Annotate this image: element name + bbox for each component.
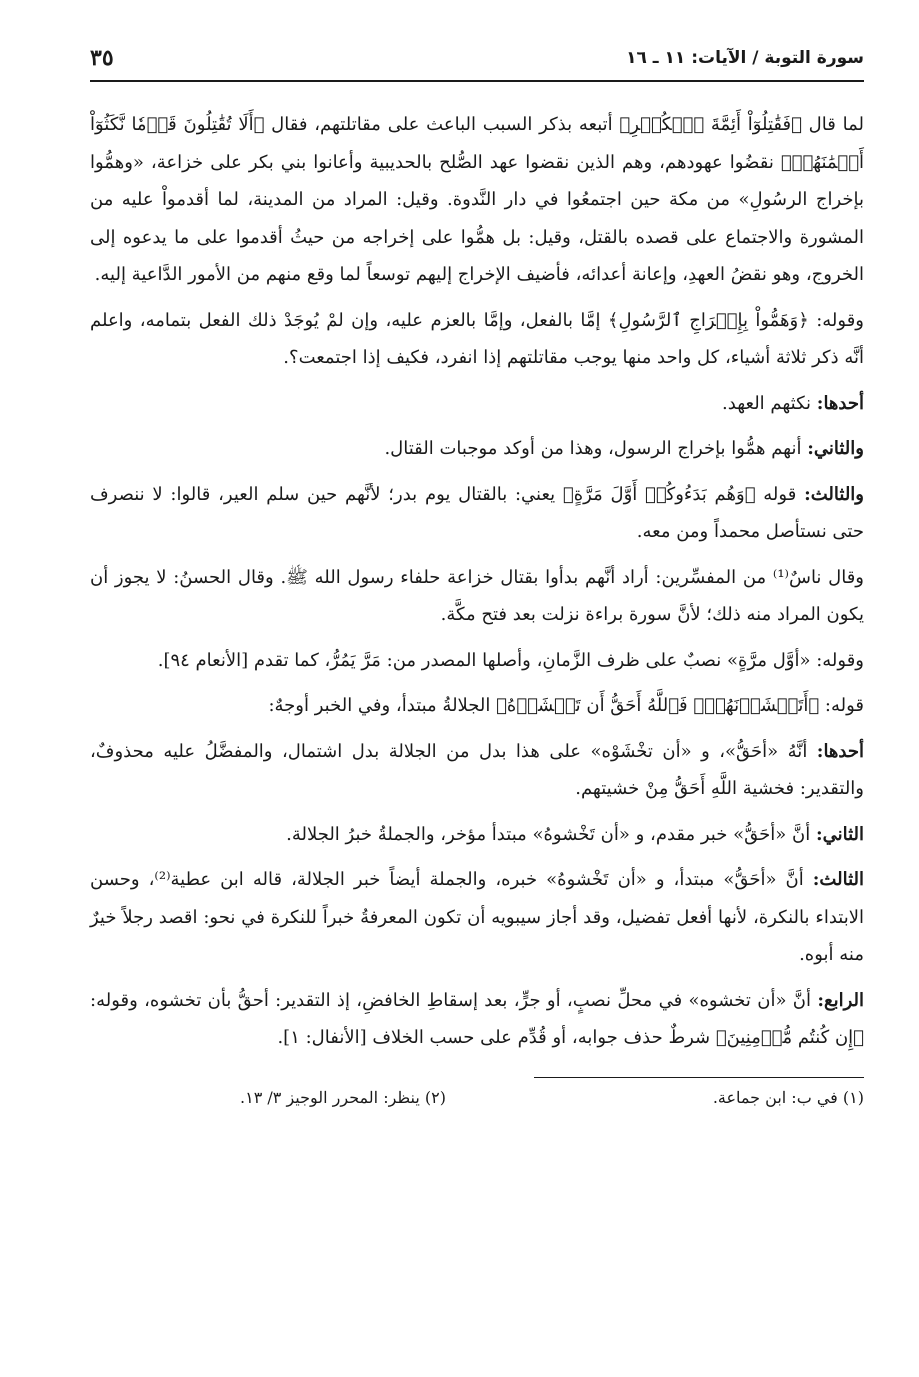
paragraph-text: أنَّهُ «أحَقُّ»، و «أن تخْشَوْه» على هذا بدل من الجلالة بدل اشتمال، والمفضَّلُ عليه محذوفٌ، والتقدير: فخشية اللَّهِ أَحَقُّ مِنْ خشيتهم. (90, 740, 864, 799)
paragraph-text: وقال ناسٌ⁽¹⁾ من المفسِّرين: أراد أنَّهم بدأوا بقتال خزاعة حلفاء رسول الله ﷺ. وقال الحسنُ: لا يجوز أن يكون المراد منه ذلك؛ لأنَّ سورة براءة نزلت بعد فتح مكَّة. (90, 566, 865, 625)
paragraph-lead: والثالث: (804, 483, 864, 505)
paragraph (90, 816, 864, 854)
paragraph-text: أنَّ «أن تخشوه» في محلِّ نصبٍ، أو جرٍّ، بعد إسقاطِ الخافضِ، إذ التقدير: أحقُّ بأن تخشوه، وقوله: ﴿إِن كُنتُم مُّؤۡمِنِينَ﴾ شرطٌ حذف جوابه، أو قُدِّم على حسب الخلاف [الأنفال: ١]. (90, 989, 864, 1048)
paragraph (90, 385, 864, 423)
paragraph (90, 642, 864, 680)
paragraph (90, 687, 864, 725)
paragraph-text: أنهم همُّوا بإخراج الرسول، وهذا من أوكد موجبات القتال. (384, 438, 802, 459)
footnotes (90, 1088, 864, 1107)
page-number: ٣٥ (90, 45, 114, 71)
paragraph-lead: الثاني: (815, 823, 864, 845)
paragraph (90, 302, 864, 377)
paragraph-text: وقوله: «أوَّل مرَّةٍ» نصبٌ على ظرف الزَّمانِ، وأصلها المصدر من: مَرَّ يَمُرُّ، كما تقدم [الأنعام ٩٤]. (157, 649, 864, 671)
footnote-2: (٢) ينظر: المحرر الوجيز ٣/ ١٣. (240, 1087, 446, 1107)
paragraph-text: وقوله: ﴿وَهَمُّواْ بِإِخۡرَاجِ ٱلرَّسُولِ﴾ إمَّا بالفعل، وإمَّا بالعزم عليه، وإن لمْ يُوجَدْ ذلك الفعل بتمامه، واعلم أنَّه ذكر ثلاثة أشياء، كل واحد منها يوجب مقاتلتهم إذا انفرد، فكيف إذا اجتمعت؟. (90, 309, 864, 368)
paragraph-lead: أحدها: (816, 392, 864, 414)
paragraph (90, 559, 864, 634)
paragraph-lead: الرابع: (817, 989, 864, 1011)
footnote-1: (١) في ب: ابن جماعة. (712, 1087, 864, 1107)
paragraph-lead: أحدها: (816, 740, 864, 762)
body-text (90, 106, 864, 1057)
paragraph (90, 106, 864, 294)
paragraph (90, 733, 864, 808)
paragraph-lead: الثالث: (812, 869, 864, 890)
paragraph-text: أنَّ «أحَقُّ» خبر مقدم، و «أن تَخْشوهُ» مبتدأ مؤخر، والجملةُ خبرُ الجلالة. (286, 823, 811, 845)
paragraph-text: قوله: ﴿أَتَخۡشَوۡنَهُمۡۚ فَٱللَّهُ أَحَقُّ أَن تَخۡشَوۡهُ﴾ الجلالةُ مبتدأ، وفي الخبر أوجهٌ: (268, 695, 864, 716)
paragraph-lead: والثاني: (807, 438, 864, 459)
footnote-divider (534, 1077, 864, 1078)
paragraph-text: لما قال ﴿فَقَٰتِلُوٓاْ أَئِمَّةَ ٱلۡكُفۡرِ﴾ أتبعه بذكر السبب الباعث على مقاتلتهم، فقال ﴿أَلَا تُقَٰتِلُونَ قَوۡمٗا نَّكَثُوٓاْ أَيۡمَٰنَهُمۡ﴾ نقضُوا عهودهم، وهم الذين نقضوا عهد الصُّلح بالحديبية وأعانوا بني بكر على خزاعة، «وهمُّوا بإخراج الرسُولِ» من مكة حين اجتمعُوا في دار النَّدوة. وقيل: المراد من المدينة، لما أقدمواْ عليه من المشورة والاجتماع على قصده بالقتل، وقيل: بل همُّوا على إخراجه من حيثُ أقدموا على ما يدعوه إلى الخروج، وهو نقضُ العهدِ، وإعانة أعدائه، فأضيف الإخراج إليهم توسعاً لما وقع منهم من الأمور الدَّاعية إليه. (90, 114, 864, 285)
surah-title: سورة التوبة / الآيات: ١١ ـ ١٦ (626, 48, 864, 68)
paragraph-text: نكثهم العهد. (722, 392, 812, 414)
paragraph-text: قوله ﴿وَهُم بَدَءُوكُمۡ أَوَّلَ مَرَّةٍ﴾ يعني: بالقتال يوم بدر؛ لأنَّهم حين سلم العير، قالوا: لا ننصرف حتى نستأصل محمداً ومن معه. (90, 483, 864, 542)
paragraph (90, 476, 864, 551)
paragraph (90, 982, 864, 1057)
running-header (90, 40, 864, 82)
paragraph-text: أنَّ «أحَقُّ» مبتدأ، و «أن تَخْشوهُ» خبره، والجملة أيضاً خبر الجلالة، قاله ابن عطية⁽²⁾، وحسن الابتداء بالنكرة، لأنها أفعل تفضيل، وقد أجاز سيبويه أن تكون المعرفةُ خبراً للنكرة في نحو: اقصد رجلاً خيرٌ منه أبوه. (90, 869, 864, 965)
paragraph (90, 430, 864, 468)
paragraph (90, 861, 864, 974)
